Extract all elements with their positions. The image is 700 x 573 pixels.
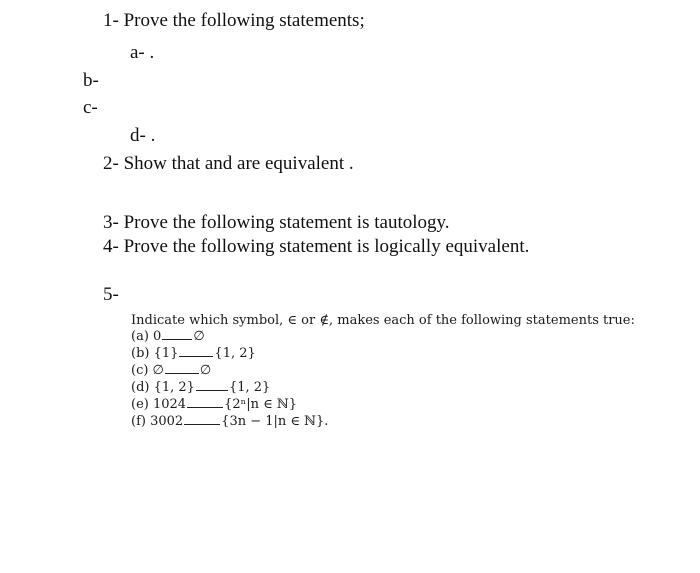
- item-e-label: (e) 1024: [131, 397, 187, 412]
- item-b-blank: [179, 355, 213, 357]
- question-1-part-c: c-: [83, 97, 98, 118]
- item-a-right: ∅: [193, 329, 205, 344]
- item-b-label: (b) {1}: [131, 346, 179, 361]
- item-d-label: (d) {1, 2}: [131, 380, 195, 395]
- question-1-part-b: b-: [83, 70, 99, 91]
- item-f-blank: [184, 423, 220, 425]
- item-a-blank: [162, 338, 192, 340]
- item-e-right: {2ⁿ|n ∈ ℕ}: [224, 397, 298, 412]
- item-b-right: {1, 2}: [214, 346, 256, 361]
- item-a-label: (a) 0: [131, 329, 162, 344]
- question-5-item-c: [131, 363, 211, 378]
- question-4: 4- Prove the following statement is logically equivalent.: [103, 236, 530, 257]
- item-c-blank: [165, 372, 199, 374]
- question-5-item-b: [131, 346, 256, 361]
- item-f-right: {3n − 1|n ∈ ℕ}.: [221, 414, 329, 429]
- question-2: 2- Show that and are equivalent .: [103, 153, 354, 174]
- item-c-right: ∅: [199, 363, 212, 378]
- question-5-item-e: [131, 397, 297, 412]
- question-5-instruction: Indicate which symbol, ∈ or ∉, makes each of the following statements true:: [131, 313, 635, 328]
- question-1-part-d: d- .: [130, 125, 156, 146]
- item-e-blank: [187, 406, 223, 408]
- question-3: 3- Prove the following statement is tautology.: [103, 212, 450, 233]
- item-f-label: (f) 3002: [131, 414, 184, 429]
- item-d-right: {1, 2}: [228, 380, 271, 395]
- item-c-label: (c) ∅: [131, 363, 164, 378]
- question-5-item-a: [131, 329, 205, 344]
- question-5-label: 5-: [103, 284, 119, 305]
- question-5-item-f: [131, 414, 328, 429]
- question-1-title: 1- Prove the following statements;: [103, 10, 365, 31]
- question-1-part-a: a- .: [130, 42, 155, 63]
- question-5-item-d: [131, 380, 270, 395]
- item-d-blank: [196, 389, 228, 391]
